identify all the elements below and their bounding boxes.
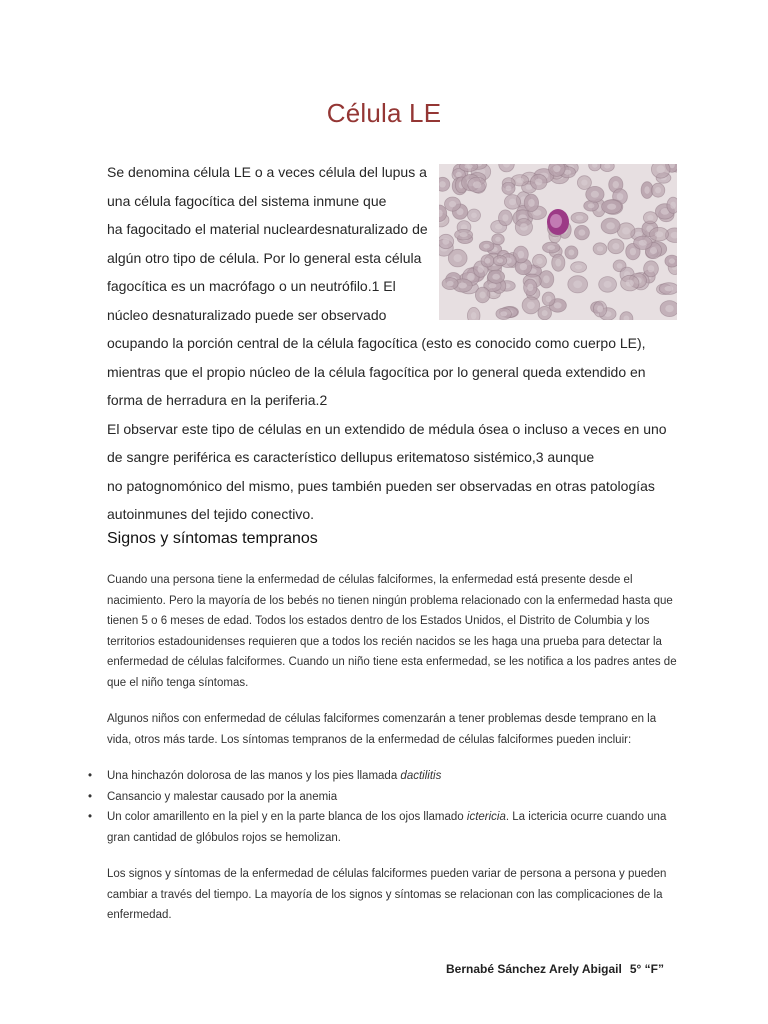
intro-line: El observar este tipo de células en un extendido de médula ósea o incluso a veces en uno [107,420,667,437]
list-item: • Cansancio y malestar causado por la anemia [107,787,667,808]
paragraph-line: Los signos y síntomas de la enfermedad de células falciformes pueden variar de persona a persona y pueden [107,868,667,880]
author-footer [446,962,664,976]
intro-line: autoinmunes del tejido conectivo. [107,506,315,522]
intro-text [107,158,667,529]
paragraph-line: territorios estadounidenses requieren que a todos los recién nacidos se les haga una prueba para detectar la [107,635,662,648]
paragraph-1 [107,570,677,693]
intro-line: fagocítica es un macrófago o un neutrófilo.1 El [107,278,396,294]
intro-line: núcleo desnaturalizado puede ser observado [107,306,387,323]
intro-line: forma de herradura en la periferia.2 [107,392,328,408]
intro-line: de sangre periférica es característico dellupus eritematoso sistémico,3 aunque [107,449,595,465]
page-title: Célula LE [326,98,442,128]
paragraph-line: tienen 5 o 6 meses de edad. Todos los estados dentro de los Estados Unidos, el Distrito de Columbia y los [107,615,650,627]
list-item: • Una hinchazón dolorosa de las manos y los pies llamada dactilitis [107,766,667,787]
term-ictericia: ictericia [466,811,506,823]
intro-line: una célula fagocítica del sistema inmune que [107,192,387,209]
list-item: • Un color amarillento en la piel y en la parte blanca de los ojos llamado ictericia. La ictericia ocurre cuando una gran cantidad de glóbulos rojos se hemolizan. [107,807,667,848]
intro-line: ha fagocitado el material nucleardesnaturalizado de [107,221,428,237]
author-name: Bernabé Sánchez Arely Abigail [446,962,622,976]
intro-line: Se denomina célula LE o a veces célula del lupus a [107,164,427,180]
paragraph-line: vida, otros más tarde. Los síntomas tempranos de la enfermedad de células falciformes pueden incluir: [107,733,632,746]
section-body [107,570,677,942]
list-item-continuation: gran cantidad de glóbulos rojos se hemolizan. [107,831,341,844]
intro-line: ocupando la porción central de la célula fagocítica (esto es conocido como cuerpo LE), [107,335,646,351]
paragraph-line: enfermedad. [107,909,172,921]
paragraph-line: que el niño tenga síntomas. [107,676,249,689]
paragraph-line: nacimiento. Pero la mayoría de los bebés no tienen ningún problema relacionado con la enfermedad hasta que [107,594,673,607]
author-grade: 5° “F” [629,962,664,976]
paragraph-line: cambiar a través del tiempo. La mayoría de los signos y síntomas se relacionan con las complicaciones de la [107,888,663,901]
intro-line: no patognomónico del mismo, pues también pueden ser observadas en otras patologías [107,477,655,494]
symptom-list [107,766,667,848]
paragraph-line: enfermedad de células falciformes. Cuando un niño tiene esta enfermedad, se les notifica a los padres antes de [107,656,677,668]
paragraph-line: Cuando una persona tiene la enfermedad de células falciformes, la enfermedad está presente desde el [107,574,633,586]
intro-line: mientras que el propio núcleo de la célula fagocítica por lo general queda extendido en [107,363,646,380]
paragraph-line: Algunos niños con enfermedad de células falciformes comenzarán a tener problemas desde temprano en la [107,713,657,725]
term-dactilitis: dactilitis [400,770,442,782]
paragraph-3 [107,864,667,926]
paragraph-2 [107,709,667,750]
section-heading: Signos y síntomas tempranos [107,530,318,547]
intro-line: algún otro tipo de célula. Por lo general esta célula [107,249,422,266]
